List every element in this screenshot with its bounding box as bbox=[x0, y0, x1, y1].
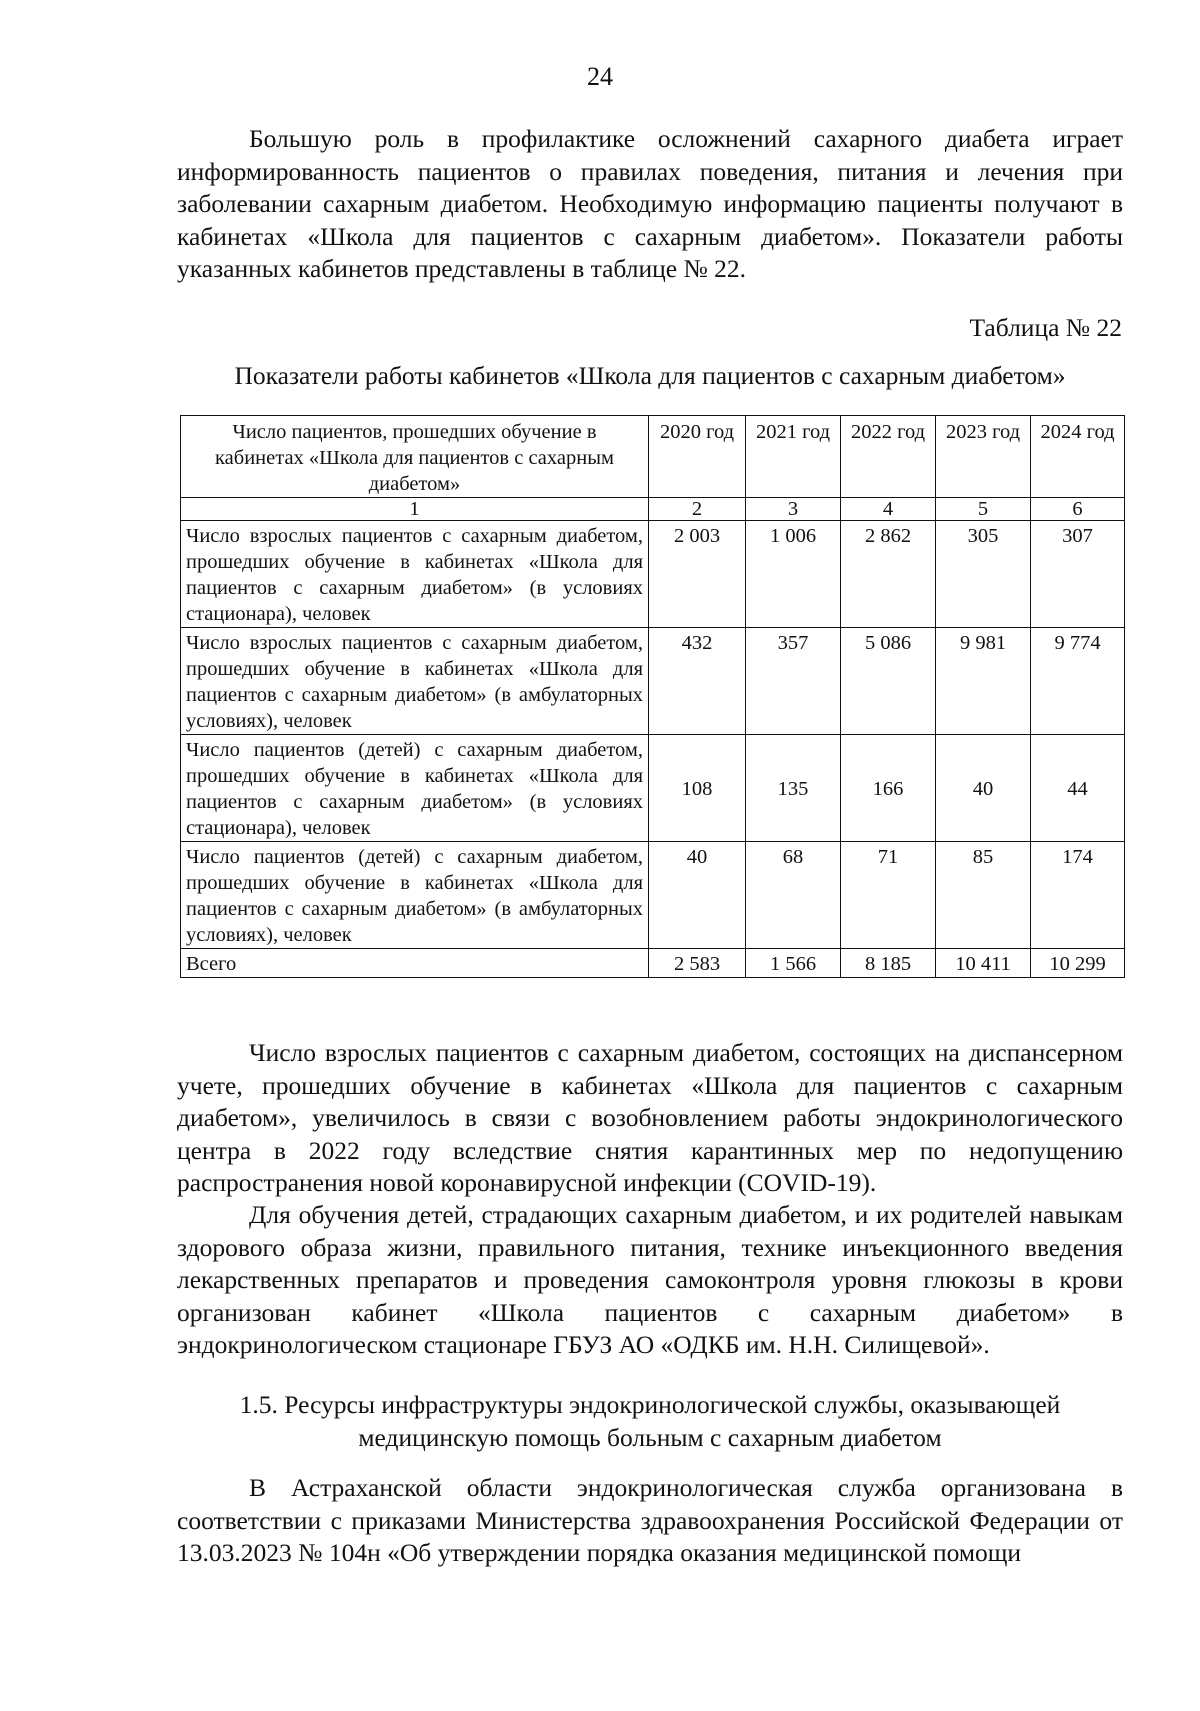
column-number: 3 bbox=[746, 498, 841, 521]
column-number: 1 bbox=[181, 498, 649, 521]
cell-value: 135 bbox=[746, 735, 841, 842]
header-year-cell: 2020 год bbox=[649, 416, 746, 498]
section-heading: 1.5. Ресурсы инфраструктуры эндокринологической службы, оказывающей медицинскую помощь больным с сахарным диабетом bbox=[239, 1390, 1061, 1452]
header-year-cell: 2023 год bbox=[936, 416, 1031, 498]
page-number: 24 bbox=[587, 62, 613, 91]
column-number: 6 bbox=[1031, 498, 1125, 521]
total-value: 10 299 bbox=[1031, 949, 1125, 978]
cell-value: 166 bbox=[841, 735, 936, 842]
table-row bbox=[181, 735, 1125, 842]
body-paragraph: Число взрослых пациентов с сахарным диабетом, состоящих на диспансерном учете, прошедших обучение в кабинетах «Школа для пациентов с сахарным диабетом», увеличилось в связи с возобновлением работы эндокринологического центра в 2022 году вследствие снятия карантинных мер по недопущению распространения новой коронавирусной инфекции (COVID-19). bbox=[177, 1038, 1123, 1197]
column-number: 2 bbox=[649, 498, 746, 521]
cell-value: 108 bbox=[649, 735, 746, 842]
table-label: Таблица № 22 bbox=[969, 313, 1122, 342]
intro-paragraph: Большую роль в профилактике осложнений сахарного диабета играет информированность пациентов о правилах поведения, питания и лечения при заболевании сахарным диабетом. Необходимую информацию пациенты получают в кабинетах «Школа для пациентов с сахарным диабетом». Показатели работы указанных кабинетов представлены в таблице № 22. bbox=[177, 124, 1123, 283]
column-number: 4 bbox=[841, 498, 936, 521]
cell-value: 68 bbox=[746, 842, 841, 949]
cell-value: 2 003 bbox=[649, 521, 746, 628]
cell-value: 9 774 bbox=[1031, 628, 1125, 735]
cell-value: 307 bbox=[1031, 521, 1125, 628]
header-year-cell: 2021 год bbox=[746, 416, 841, 498]
cell-value: 9 981 bbox=[936, 628, 1031, 735]
cell-value: 305 bbox=[936, 521, 1031, 628]
body-paragraph: Для обучения детей, страдающих сахарным диабетом, и их родителей навыкам здорового образа жизни, правильного питания, технике инъекционного введения лекарственных препаратов и проведения самоконтроля уровня глюкозы в крови организован кабинет «Школа пациентов с сахарным диабетом» в эндокринологическом стационаре ГБУЗ АО «ОДКБ им. Н.Н. Силищевой». bbox=[177, 1200, 1123, 1359]
table-row bbox=[181, 842, 1125, 949]
cell-value: 71 bbox=[841, 842, 936, 949]
header-year-cell: 2024 год bbox=[1031, 416, 1125, 498]
cell-value: 5 086 bbox=[841, 628, 936, 735]
header-year-cell: 2022 год bbox=[841, 416, 936, 498]
table-row bbox=[181, 521, 1125, 628]
header-first-cell: Число пациентов, прошедших обучение в кабинетах «Школа для пациентов с сахарным диабетом» bbox=[181, 416, 649, 498]
cell-value: 40 bbox=[936, 735, 1031, 842]
cell-value: 432 bbox=[649, 628, 746, 735]
table-row bbox=[181, 628, 1125, 735]
table-title: Показатели работы кабинетов «Школа для пациентов с сахарным диабетом» bbox=[234, 361, 1066, 390]
row-label: Число пациентов (детей) с сахарным диабетом, прошедших обучение в кабинетах «Школа для пациентов с сахарным диабетом» (в условиях стационара), человек bbox=[181, 735, 649, 842]
total-value: 1 566 bbox=[746, 949, 841, 978]
row-label: Число взрослых пациентов с сахарным диабетом, прошедших обучение в кабинетах «Школа для пациентов с сахарным диабетом» (в условиях стационара), человек bbox=[181, 521, 649, 628]
table-header-row bbox=[181, 416, 1125, 498]
cell-value: 174 bbox=[1031, 842, 1125, 949]
body-paragraph: В Астраханской области эндокринологическая служба организована в соответствии с приказами Министерства здравоохранения Российской Федерации от 13.03.2023 № 104н «Об утверждении порядка оказания медицинской помощи bbox=[177, 1473, 1123, 1567]
cell-value: 357 bbox=[746, 628, 841, 735]
total-value: 2 583 bbox=[649, 949, 746, 978]
cell-value: 2 862 bbox=[841, 521, 936, 628]
row-label: Число пациентов (детей) с сахарным диабетом, прошедших обучение в кабинетах «Школа для пациентов с сахарным диабетом» (в амбулаторных условиях), человек bbox=[181, 842, 649, 949]
table-total-row bbox=[181, 949, 1125, 978]
cell-value: 40 bbox=[649, 842, 746, 949]
patients-training-table bbox=[180, 415, 1125, 978]
total-value: 8 185 bbox=[841, 949, 936, 978]
cell-value: 44 bbox=[1031, 735, 1125, 842]
total-value: 10 411 bbox=[936, 949, 1031, 978]
column-number: 5 bbox=[936, 498, 1031, 521]
cell-value: 1 006 bbox=[746, 521, 841, 628]
total-label: Всего bbox=[181, 949, 649, 978]
cell-value: 85 bbox=[936, 842, 1031, 949]
column-number-row bbox=[181, 498, 1125, 521]
row-label: Число взрослых пациентов с сахарным диабетом, прошедших обучение в кабинетах «Школа для пациентов с сахарным диабетом» (в амбулаторных условиях), человек bbox=[181, 628, 649, 735]
